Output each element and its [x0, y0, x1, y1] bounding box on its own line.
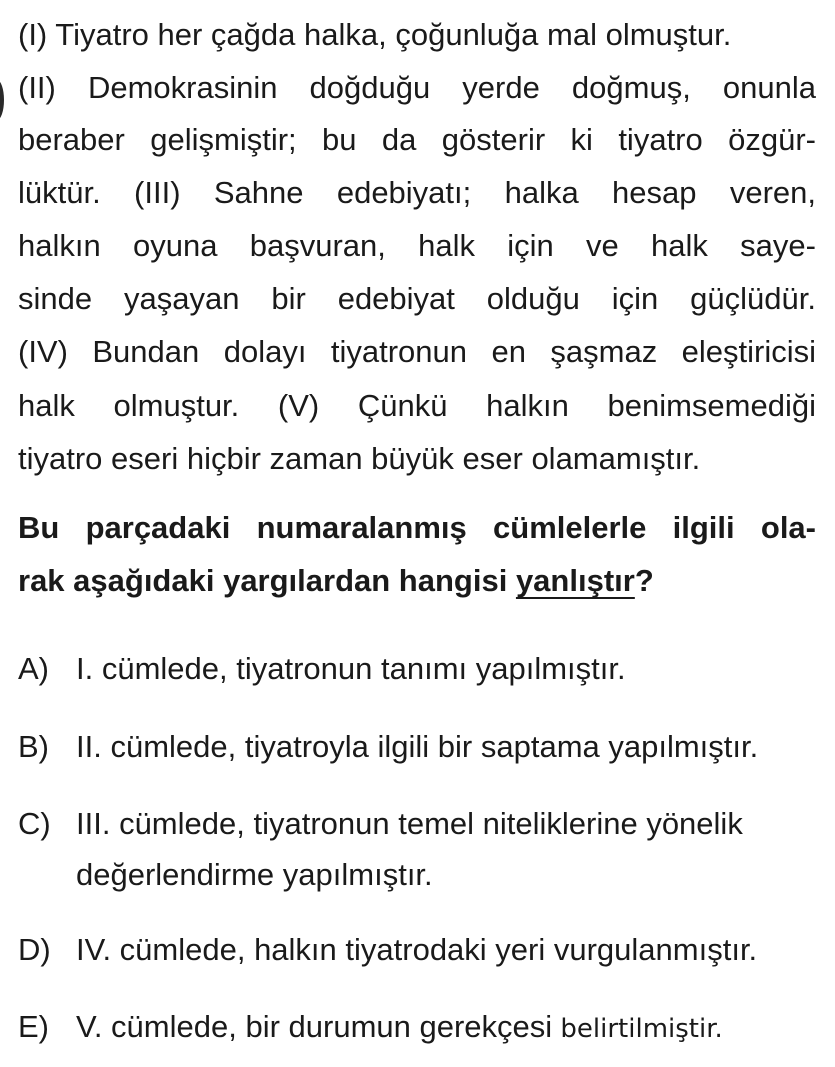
option-a-letter: A)	[18, 651, 49, 686]
question-line-2-text: rak aşağıdaki yargılardan hangisi	[18, 563, 516, 598]
passage-line-9: tiyatro eseri hiçbir zaman büyük eser olamamıştır.	[18, 441, 701, 476]
option-e-letter: E)	[18, 1009, 49, 1044]
option-d-text: IV. cümlede, halkın tiyatrodaki yeri vurgulanmıştır.	[76, 932, 758, 967]
question-mark: ?	[634, 563, 654, 598]
option-b[interactable]	[18, 727, 758, 767]
option-b-text: II. cümlede, tiyatroyla ilgili bir saptama yapılmıştır.	[76, 729, 759, 764]
passage-line-7: (IV) Bundan dolayı tiyatronun en şaşmaz eleştiricisi	[18, 334, 816, 369]
passage-line-3: beraber gelişmiştir; bu da gösterir ki tiyatro özgür-	[18, 122, 816, 157]
option-e[interactable]	[18, 1007, 723, 1049]
passage-line-2: (II) Demokrasinin doğduğu yerde doğmuş, onunla	[18, 70, 816, 105]
option-c[interactable]	[18, 804, 743, 844]
option-e-text: V. cümlede, bir durumun gerekçesi	[76, 1009, 553, 1044]
option-e-added-text: belirtilmiştir.	[552, 1014, 723, 1044]
margin-mark	[0, 80, 4, 120]
option-d[interactable]	[18, 930, 757, 970]
option-a-text: I. cümlede, tiyatronun tanımı yapılmıştır.	[76, 651, 626, 686]
question-line-1: Bu parçadaki numaralanmış cümlelerle ilgili ola-	[18, 510, 816, 545]
option-c-letter: C)	[18, 806, 51, 841]
question-line-2	[18, 561, 816, 601]
option-b-letter: B)	[18, 729, 49, 764]
question-emphasis-word: yanlıştır	[515, 563, 635, 598]
passage-line-1: (I) Tiyatro her çağda halka, çoğunluğa mal olmuştur.	[18, 17, 732, 52]
passage-line-5: halkın oyuna başvuran, halk için ve halk saye-	[18, 228, 816, 263]
option-d-letter: D)	[18, 932, 51, 967]
passage-line-6: sinde yaşayan bir edebiyat olduğu için güçlüdür.	[18, 281, 816, 316]
passage-line-4: lüktür. (III) Sahne edebiyatı; halka hesap veren,	[18, 175, 816, 210]
passage-line-8: halk olmuştur. (V) Çünkü halkın benimsemediği	[18, 388, 816, 423]
option-c-text: III. cümlede, tiyatronun temel niteliklerine yönelik	[76, 806, 743, 841]
option-a[interactable]	[18, 649, 626, 689]
option-c-text-continued: değerlendirme yapılmıştır.	[76, 857, 433, 892]
